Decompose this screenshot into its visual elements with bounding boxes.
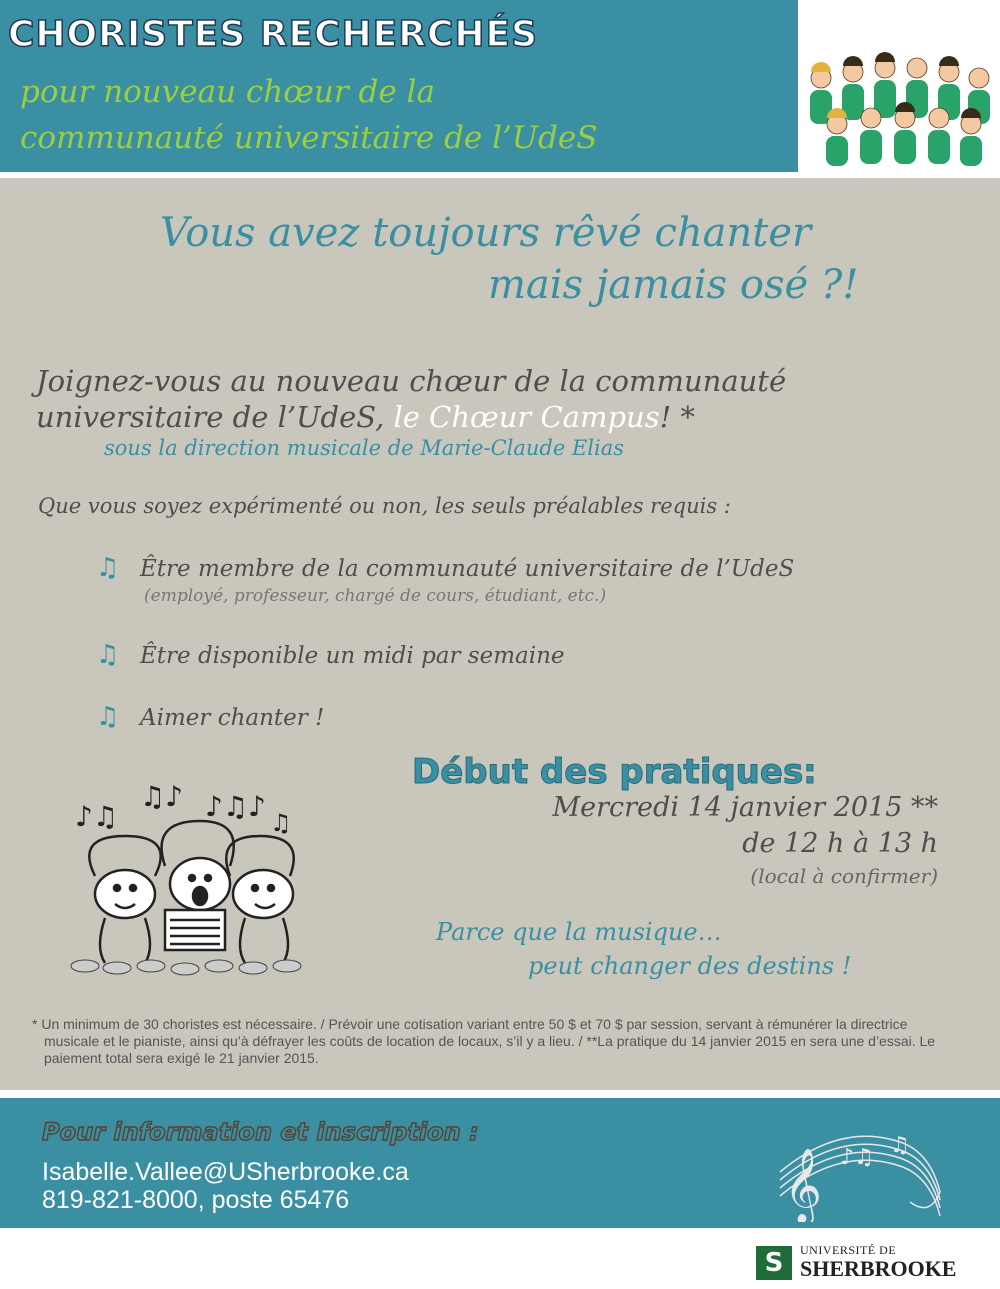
invitation-prefix: universitaire de l’UdeS,	[36, 400, 394, 434]
subtitle-line-2: communauté universitaire de l’UdeS	[20, 120, 598, 156]
tagline-line-2: peut changer des destins !	[528, 952, 852, 980]
svg-text:♫: ♫	[270, 809, 292, 837]
contact-heading: Pour information et inscription :	[42, 1118, 479, 1146]
prerequisite-item-2: Être disponible un midi par semaine	[140, 643, 565, 669]
svg-text:♫: ♫	[890, 1133, 910, 1158]
invitation-line-1: Joignez-vous au nouveau chœur de la communauté	[36, 364, 787, 398]
page-title: CHORISTES RECHERCHÉS	[8, 14, 539, 55]
subtitle-line-1: pour nouveau chœur de la	[20, 74, 435, 110]
choir-illustration	[802, 50, 998, 168]
prerequisites-intro: Que vous soyez expérimenté ou non, les seuls préalables requis :	[38, 494, 731, 518]
invitation-suffix: ! *	[659, 400, 695, 434]
choir-name: le Chœur Campus	[393, 400, 660, 434]
svg-text:♪♫: ♪♫	[840, 1145, 874, 1170]
prerequisite-item-1: Être membre de la communauté universitaire de l’UdeS	[140, 556, 795, 582]
practice-time: de 12 h à 13 h	[742, 828, 938, 859]
slogan-line-2: mais jamais osé ?!	[488, 262, 859, 308]
musical-direction: sous la direction musicale de Marie-Claude Elias	[104, 436, 625, 460]
music-staff-illustration	[770, 1112, 960, 1222]
university-logo-mark: S	[756, 1246, 792, 1280]
tagline-line-1: Parce que la musique…	[436, 918, 722, 946]
invitation-line-2	[36, 400, 695, 434]
footnote	[30, 1016, 960, 1067]
svg-text:♪♫♪: ♪♫♪	[205, 790, 266, 823]
prerequisite-item-3: Aimer chanter !	[140, 705, 325, 731]
svg-text:𝄞: 𝄞	[784, 1149, 822, 1222]
singing-smurfs-illustration	[55, 776, 315, 976]
footnote-text: * Un minimum de 30 choristes est nécessaire. / Prévoir une cotisation variant entre 50 $ et 70 $ par session, servant à rémunérer la directrice musicale et le pianiste, ainsi qu’à défrayer les coûts de location de locaux, s’il y a lieu. / **La pratique du 14 janvier 2015 en sera une d’essai. Le paiement total sera exigé le 21 janvier 2015.	[32, 1016, 936, 1066]
contact-phone: 819-821-8000, poste 65476	[42, 1186, 350, 1214]
university-logo-line-1: UNIVERSITÉ DE	[800, 1243, 897, 1257]
music-note-icon: ♫	[96, 553, 120, 583]
music-note-icon: ♫	[96, 702, 120, 732]
university-logo-line-2: SHERBROOKE	[800, 1256, 957, 1281]
practice-start-date: Mercredi 14 janvier 2015 **	[552, 792, 938, 823]
svg-text:♫♪: ♫♪	[140, 780, 183, 813]
practice-start-heading: Début des pratiques:	[412, 752, 817, 792]
music-note-icon: ♫	[96, 640, 120, 670]
slogan-line-1: Vous avez toujours rêvé chanter	[160, 210, 812, 256]
practice-location: (local à confirmer)	[750, 864, 938, 888]
contact-email[interactable]: Isabelle.Vallee@USherbrooke.ca	[42, 1158, 409, 1186]
svg-text:♪♫: ♪♫	[75, 800, 118, 833]
prerequisite-item-1-detail: (employé, professeur, chargé de cours, étudiant, etc.)	[144, 586, 607, 606]
